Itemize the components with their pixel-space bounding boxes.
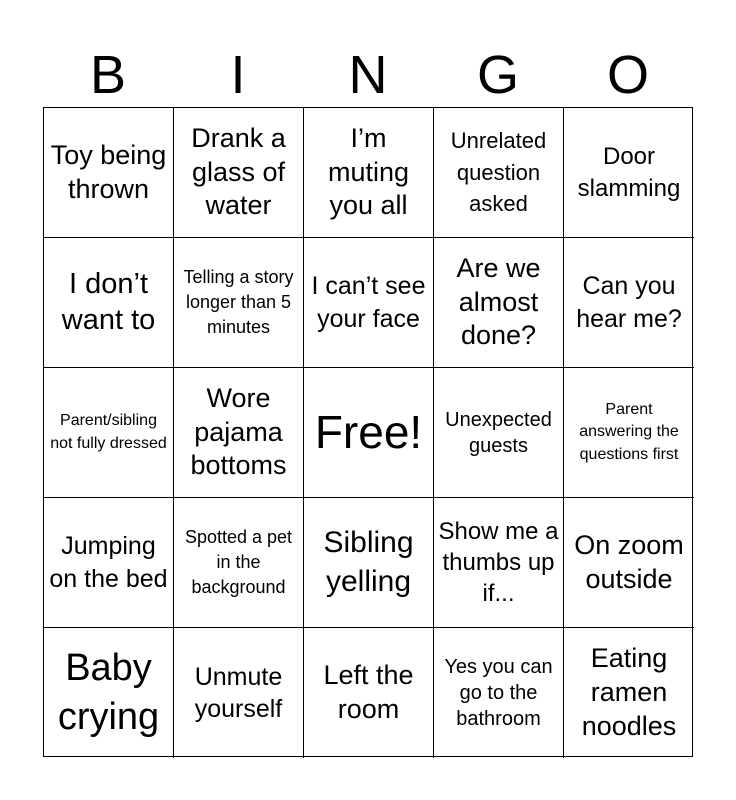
- bingo-header: [43, 42, 693, 108]
- cell-text: Unmute yourself: [194, 662, 283, 723]
- bingo-cell[interactable]: [434, 108, 564, 238]
- cell-text: Jumping on the bed: [49, 532, 168, 593]
- cell-text: Unexpected guests: [445, 408, 552, 457]
- bingo-cell[interactable]: [44, 368, 174, 498]
- bingo-cell[interactable]: [564, 108, 694, 238]
- cell-text: Eating ramen noodles: [581, 643, 677, 741]
- bingo-cell[interactable]: [304, 498, 434, 628]
- cell-text: Toy being thrown: [50, 139, 167, 204]
- cell-text: I don’t want to: [61, 268, 156, 336]
- cell-text: On zoom outside: [574, 529, 684, 594]
- cell-text: Left the room: [323, 660, 414, 724]
- cell-text: I’m muting you all: [327, 122, 410, 221]
- bingo-cell[interactable]: [304, 238, 434, 368]
- bingo-cell[interactable]: [174, 368, 304, 498]
- header-letter-i: I: [230, 45, 246, 105]
- header-letter-g: G: [476, 45, 519, 105]
- cell-text: Spotted a pet in the background: [184, 526, 293, 598]
- cell-text: Free!: [314, 405, 423, 458]
- cell-text: Parent answering the questions first: [579, 400, 679, 463]
- cell-text: Telling a story longer than 5 minutes: [183, 266, 294, 338]
- cell-text: Show me a thumbs up if...: [438, 517, 559, 608]
- bingo-cell[interactable]: [174, 238, 304, 368]
- cell-text: Baby crying: [57, 646, 160, 738]
- bingo-cell[interactable]: [434, 368, 564, 498]
- bingo-cell[interactable]: [44, 498, 174, 628]
- cell-text: Door slamming: [577, 143, 681, 202]
- bingo-cell[interactable]: [44, 108, 174, 238]
- bingo-cell[interactable]: [434, 238, 564, 368]
- bingo-cell[interactable]: [304, 108, 434, 238]
- cell-text: Are we almost done?: [456, 252, 541, 351]
- bingo-cell[interactable]: [434, 628, 564, 758]
- bingo-card-grid: [43, 107, 693, 757]
- header-letter-o: O: [606, 45, 649, 105]
- cell-text: Sibling yelling: [323, 526, 414, 598]
- cell-text: I can’t see your face: [311, 272, 426, 333]
- bingo-cell[interactable]: [304, 628, 434, 758]
- bingo-cell[interactable]: [44, 238, 174, 368]
- bingo-cell[interactable]: [564, 368, 694, 498]
- bingo-cell[interactable]: [564, 498, 694, 628]
- header-letter-n: N: [348, 45, 388, 105]
- bingo-cell[interactable]: [564, 238, 694, 368]
- cell-text: Parent/sibling not fully dressed: [50, 412, 167, 452]
- header-letter-b: B: [89, 45, 127, 105]
- bingo-cell[interactable]: [434, 498, 564, 628]
- bingo-cell[interactable]: [174, 108, 304, 238]
- bingo-cell[interactable]: [44, 628, 174, 758]
- cell-text: Drank a glass of water: [191, 122, 286, 221]
- cell-text: Unrelated question asked: [450, 127, 547, 217]
- cell-text: Can you hear me?: [576, 272, 682, 333]
- bingo-cell[interactable]: [564, 628, 694, 758]
- bingo-cell[interactable]: [174, 498, 304, 628]
- bingo-cell[interactable]: [174, 628, 304, 758]
- cell-text: Wore pajama bottoms: [190, 382, 287, 481]
- bingo-cell-free[interactable]: [304, 368, 434, 498]
- cell-text: Yes you can go to the bathroom: [444, 656, 553, 730]
